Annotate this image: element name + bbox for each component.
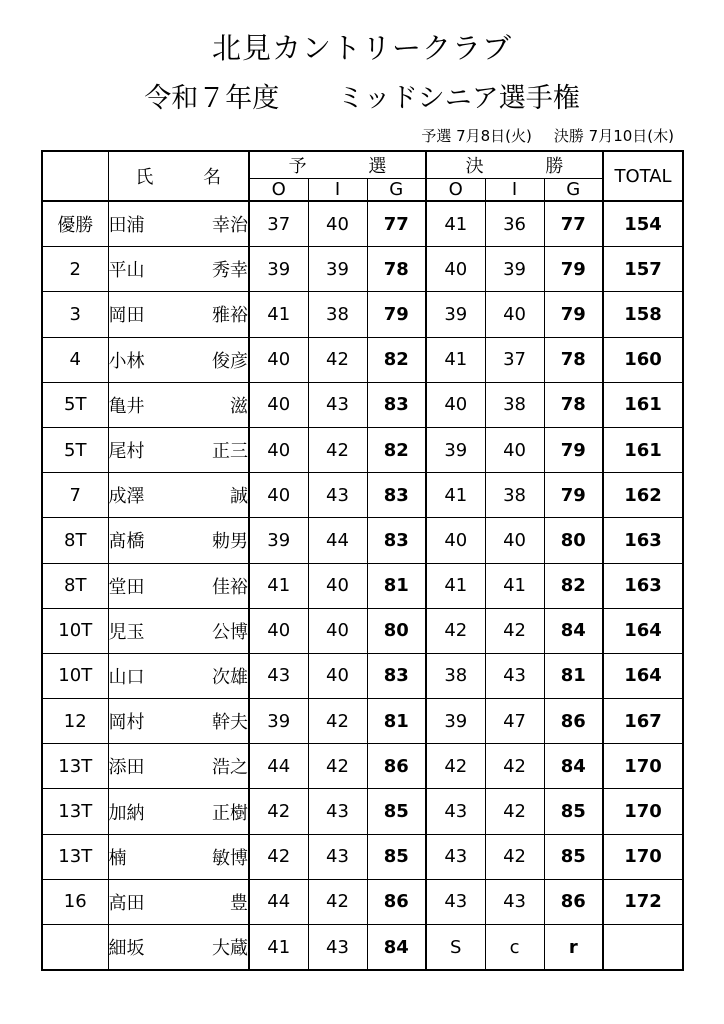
player-name — [108, 563, 249, 608]
q-gross-score: 85 — [367, 789, 426, 834]
f-gross-score: 81 — [544, 653, 603, 698]
player-given-name: 正三 — [212, 441, 248, 463]
player-surname: 亀井 — [108, 395, 145, 417]
table-row — [42, 699, 683, 744]
f-in-score: 42 — [485, 608, 544, 653]
player-surname: 高田 — [108, 892, 145, 914]
player-name — [108, 744, 249, 789]
player-given-name: 豊 — [230, 892, 248, 914]
q-in-score: 43 — [308, 473, 367, 518]
total-score: 170 — [603, 789, 683, 834]
q-gross-score: 83 — [367, 653, 426, 698]
rank-cell: 10T — [42, 608, 108, 653]
f-in-score: 37 — [485, 337, 544, 382]
player-given-name: 秀幸 — [212, 260, 248, 282]
rank-cell: 優勝 — [42, 201, 108, 247]
player-given-name: 次雄 — [212, 666, 248, 688]
player-name — [108, 699, 249, 744]
player-given-name: 公博 — [212, 621, 248, 643]
player-name — [108, 834, 249, 879]
rank-cell: 7 — [42, 473, 108, 518]
q-gross-score: 79 — [367, 292, 426, 337]
f-gross-score: 79 — [544, 247, 603, 292]
q-in-score: 42 — [308, 337, 367, 382]
rank-cell: 16 — [42, 879, 108, 924]
f-out-score: 41 — [426, 337, 485, 382]
q-gross-score: 83 — [367, 473, 426, 518]
f-in-score: 40 — [485, 518, 544, 563]
rank-cell — [42, 925, 108, 971]
total-score: 158 — [603, 292, 683, 337]
f-out-score: 43 — [426, 834, 485, 879]
rank-header — [42, 151, 108, 201]
q-out-score: 41 — [249, 563, 308, 608]
q-gross-score: 82 — [367, 337, 426, 382]
rank-cell: 4 — [42, 337, 108, 382]
q-out-score: 40 — [249, 608, 308, 653]
total-score: 163 — [603, 563, 683, 608]
player-surname: 堂田 — [108, 576, 145, 598]
table-row — [42, 563, 683, 608]
player-surname: 児玉 — [108, 621, 145, 643]
table-row — [42, 292, 683, 337]
f-gross-score: 85 — [544, 834, 603, 879]
q-in-score: 44 — [308, 518, 367, 563]
rank-cell: 8T — [42, 563, 108, 608]
f-in-score: 42 — [485, 834, 544, 879]
player-surname: 成澤 — [108, 486, 145, 508]
rank-cell: 13T — [42, 789, 108, 834]
player-given-name: 佳裕 — [212, 576, 248, 598]
total-score: 167 — [603, 699, 683, 744]
player-name — [108, 201, 249, 247]
q-gross-score: 81 — [367, 563, 426, 608]
f-gross-score: 79 — [544, 427, 603, 472]
f-out-score: 40 — [426, 247, 485, 292]
player-surname: 平山 — [108, 260, 145, 282]
rank-cell: 3 — [42, 292, 108, 337]
player-given-name: 雅裕 — [212, 305, 248, 327]
q-gross-header: G — [367, 179, 426, 202]
q-in-score: 40 — [308, 201, 367, 247]
f-gross-score: 77 — [544, 201, 603, 247]
q-gross-score: 85 — [367, 834, 426, 879]
player-given-name: 誠 — [230, 486, 248, 508]
q-gross-score: 78 — [367, 247, 426, 292]
f-in-score: 41 — [485, 563, 544, 608]
q-in-score: 42 — [308, 699, 367, 744]
q-in-score: 40 — [308, 608, 367, 653]
rank-cell: 5T — [42, 382, 108, 427]
f-in-score: 39 — [485, 247, 544, 292]
f-out-score: 43 — [426, 789, 485, 834]
table-row — [42, 925, 683, 971]
q-in-score: 42 — [308, 879, 367, 924]
q-in-score: 39 — [308, 247, 367, 292]
rank-cell: 8T — [42, 518, 108, 563]
player-given-name: 浩之 — [212, 757, 248, 779]
player-name — [108, 608, 249, 653]
player-surname: 岡田 — [108, 305, 145, 327]
f-out-header: O — [426, 179, 485, 202]
total-score: 164 — [603, 653, 683, 698]
results-body — [42, 201, 683, 970]
q-in-score: 40 — [308, 653, 367, 698]
f-out-score: 42 — [426, 744, 485, 789]
event-year: 令和７年度 — [144, 83, 280, 114]
qualifying-date: 予選 7月8日(火) — [421, 127, 532, 145]
results-table — [41, 150, 684, 971]
name-header: 氏 名 — [108, 151, 249, 201]
player-given-name: 正樹 — [212, 802, 248, 824]
f-in-score: 43 — [485, 879, 544, 924]
q-out-score: 40 — [249, 473, 308, 518]
f-out-score: 39 — [426, 427, 485, 472]
player-given-name: 大蔵 — [212, 938, 248, 960]
f-gross-score: 86 — [544, 699, 603, 744]
f-in-score: c — [485, 925, 544, 971]
table-row — [42, 744, 683, 789]
q-in-score: 42 — [308, 744, 367, 789]
f-out-score: S — [426, 925, 485, 971]
total-score: 161 — [603, 382, 683, 427]
table-row — [42, 247, 683, 292]
f-gross-score: 84 — [544, 744, 603, 789]
f-out-score: 40 — [426, 382, 485, 427]
table-row — [42, 789, 683, 834]
table-row — [42, 834, 683, 879]
table-row — [42, 473, 683, 518]
player-name — [108, 653, 249, 698]
f-out-score: 43 — [426, 879, 485, 924]
f-in-score: 47 — [485, 699, 544, 744]
total-score: 162 — [603, 473, 683, 518]
total-score: 154 — [603, 201, 683, 247]
f-in-score: 42 — [485, 744, 544, 789]
f-out-score: 40 — [426, 518, 485, 563]
f-gross-score: 78 — [544, 337, 603, 382]
total-score: 163 — [603, 518, 683, 563]
f-in-score: 38 — [485, 473, 544, 518]
total-score: 170 — [603, 744, 683, 789]
q-out-score: 42 — [249, 834, 308, 879]
rank-cell: 2 — [42, 247, 108, 292]
f-gross-score: 85 — [544, 789, 603, 834]
f-gross-score: r — [544, 925, 603, 971]
player-surname: 尾村 — [108, 441, 145, 463]
player-surname: 山口 — [108, 666, 145, 688]
q-out-score: 44 — [249, 879, 308, 924]
q-out-score: 40 — [249, 382, 308, 427]
player-given-name: 幹夫 — [212, 712, 248, 734]
player-surname: 岡村 — [108, 712, 145, 734]
player-name — [108, 879, 249, 924]
q-in-score: 38 — [308, 292, 367, 337]
total-score — [603, 925, 683, 971]
q-gross-score: 82 — [367, 427, 426, 472]
rank-cell: 12 — [42, 699, 108, 744]
f-in-score: 42 — [485, 789, 544, 834]
q-out-score: 43 — [249, 653, 308, 698]
f-in-score: 36 — [485, 201, 544, 247]
q-out-score: 39 — [249, 699, 308, 744]
q-out-score: 40 — [249, 337, 308, 382]
f-in-score: 40 — [485, 292, 544, 337]
f-out-score: 42 — [426, 608, 485, 653]
q-gross-score: 83 — [367, 382, 426, 427]
final-date: 決勝 7月10日(木) — [553, 127, 674, 145]
table-row — [42, 201, 683, 247]
q-out-score: 39 — [249, 247, 308, 292]
q-out-score: 44 — [249, 744, 308, 789]
q-out-score: 39 — [249, 518, 308, 563]
table-row — [42, 382, 683, 427]
f-gross-score: 79 — [544, 292, 603, 337]
player-given-name: 敏博 — [212, 847, 248, 869]
q-in-score: 43 — [308, 925, 367, 971]
total-header: TOTAL — [603, 151, 683, 201]
total-score: 160 — [603, 337, 683, 382]
player-surname: 田浦 — [108, 215, 145, 237]
total-score: 170 — [603, 834, 683, 879]
rank-cell: 13T — [42, 834, 108, 879]
q-out-header: O — [249, 179, 308, 202]
player-name — [108, 518, 249, 563]
player-surname: 楠 — [108, 847, 127, 869]
q-in-score: 43 — [308, 789, 367, 834]
f-in-header: I — [485, 179, 544, 202]
rank-cell: 10T — [42, 653, 108, 698]
player-name — [108, 925, 249, 971]
player-name — [108, 427, 249, 472]
qualifying-header: 予 選 — [249, 151, 426, 179]
club-name: 北見カントリークラブ — [211, 31, 512, 65]
player-surname: 添田 — [108, 757, 145, 779]
q-gross-score: 80 — [367, 608, 426, 653]
q-out-score: 40 — [249, 427, 308, 472]
rank-cell: 13T — [42, 744, 108, 789]
f-gross-score: 79 — [544, 473, 603, 518]
player-surname: 小林 — [108, 350, 145, 372]
player-given-name: 勅男 — [212, 531, 248, 553]
player-surname: 髙橋 — [108, 531, 145, 553]
player-surname: 細坂 — [108, 938, 145, 960]
q-gross-score: 86 — [367, 879, 426, 924]
q-gross-score: 77 — [367, 201, 426, 247]
player-name — [108, 247, 249, 292]
table-row — [42, 427, 683, 472]
total-score: 164 — [603, 608, 683, 653]
f-out-score: 39 — [426, 699, 485, 744]
player-given-name: 俊彦 — [212, 350, 248, 372]
table-row — [42, 608, 683, 653]
round-dates — [421, 125, 674, 146]
f-gross-score: 82 — [544, 563, 603, 608]
final-header: 決 勝 — [426, 151, 603, 179]
table-row — [42, 879, 683, 924]
q-gross-score: 86 — [367, 744, 426, 789]
table-row — [42, 337, 683, 382]
f-out-score: 38 — [426, 653, 485, 698]
f-gross-score: 78 — [544, 382, 603, 427]
q-in-score: 40 — [308, 563, 367, 608]
f-in-score: 38 — [485, 382, 544, 427]
player-name — [108, 292, 249, 337]
total-score: 157 — [603, 247, 683, 292]
q-gross-score: 81 — [367, 699, 426, 744]
q-out-score: 41 — [249, 292, 308, 337]
table-row — [42, 518, 683, 563]
f-gross-header: G — [544, 179, 603, 202]
event-title — [0, 76, 724, 115]
player-name — [108, 789, 249, 834]
q-in-header: I — [308, 179, 367, 202]
q-in-score: 43 — [308, 834, 367, 879]
q-in-score: 43 — [308, 382, 367, 427]
q-gross-score: 84 — [367, 925, 426, 971]
player-name — [108, 337, 249, 382]
q-out-score: 37 — [249, 201, 308, 247]
player-name — [108, 473, 249, 518]
player-given-name: 滋 — [230, 395, 248, 417]
f-in-score: 43 — [485, 653, 544, 698]
f-gross-score: 80 — [544, 518, 603, 563]
q-in-score: 42 — [308, 427, 367, 472]
f-out-score: 41 — [426, 563, 485, 608]
f-gross-score: 84 — [544, 608, 603, 653]
player-name — [108, 382, 249, 427]
f-in-score: 40 — [485, 427, 544, 472]
f-out-score: 41 — [426, 201, 485, 247]
total-score: 161 — [603, 427, 683, 472]
q-out-score: 42 — [249, 789, 308, 834]
table-header — [42, 151, 683, 201]
f-out-score: 41 — [426, 473, 485, 518]
f-out-score: 39 — [426, 292, 485, 337]
q-out-score: 41 — [249, 925, 308, 971]
q-gross-score: 83 — [367, 518, 426, 563]
f-gross-score: 86 — [544, 879, 603, 924]
table-row — [42, 653, 683, 698]
player-surname: 加納 — [108, 802, 145, 824]
rank-cell: 5T — [42, 427, 108, 472]
total-score: 172 — [603, 879, 683, 924]
event-name: ミッドシニア選手権 — [337, 83, 580, 114]
player-given-name: 幸治 — [212, 215, 248, 237]
